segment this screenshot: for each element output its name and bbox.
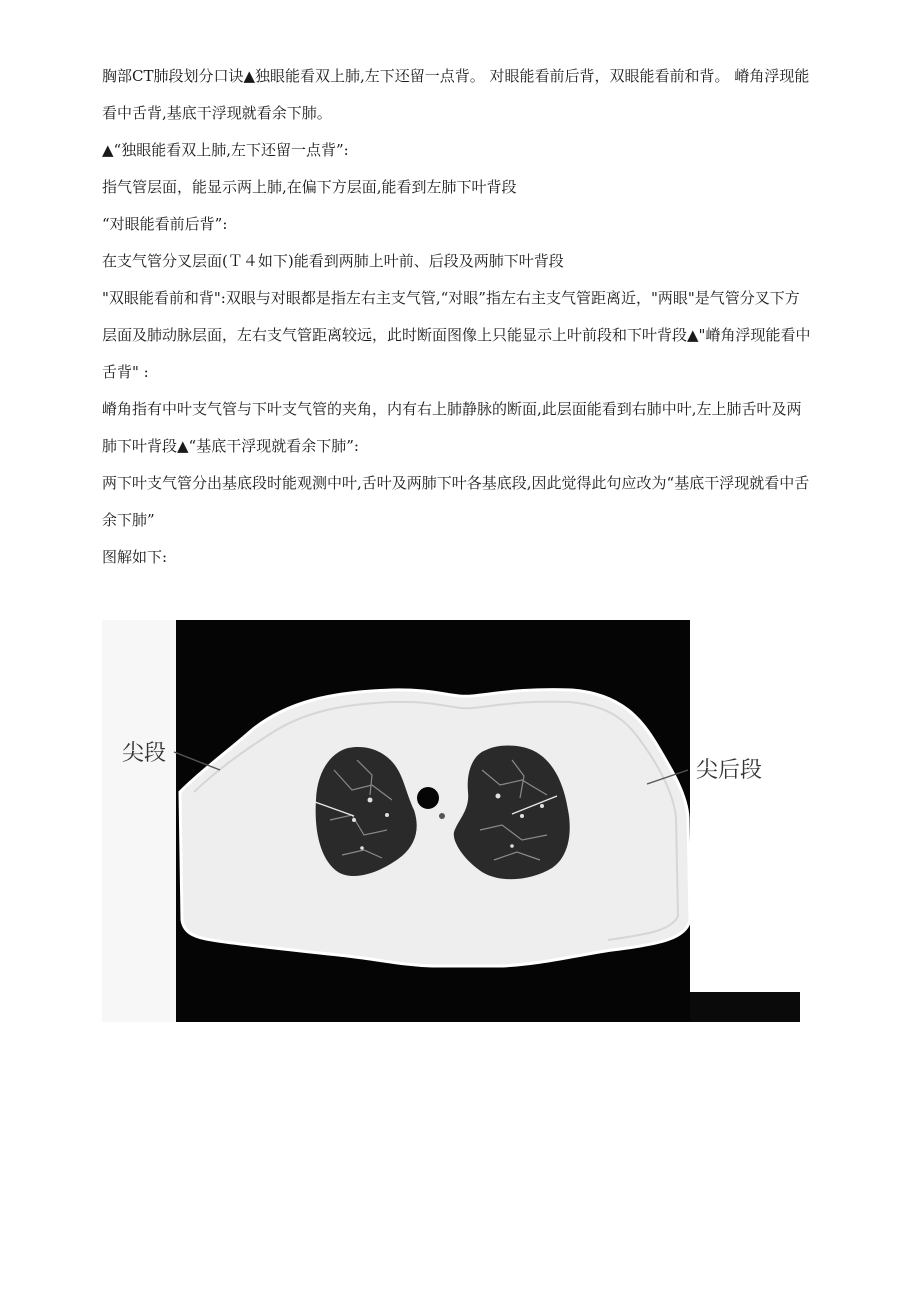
label-apical-segment: 尖段 xyxy=(122,741,167,766)
paragraph-explain-4: 嵴角指有中叶支气管与下叶支气管的夹角，内有右上肺静脉的断面,此层面能看到右肺中叶,左上肺舌叶及两肺下叶背段▲“基底干浮现就看余下肺”: xyxy=(102,400,802,455)
paragraph-heading-1: ▲“独眼能看双上肺,左下还留一点背”: xyxy=(102,141,349,159)
label-apicoposterior-segment: 尖后段 xyxy=(696,758,763,783)
paragraph-figure-intro: 图解如下: xyxy=(102,548,168,566)
chest-body xyxy=(180,690,690,966)
figure-dark-strip xyxy=(690,992,800,1022)
ct-scan-figure xyxy=(102,620,800,1022)
body-text xyxy=(102,58,814,576)
paragraph-intro: 胸部CT肺段划分口诀▲独眼能看双上肺,左下还留一点背。 对眼能看前后背，双眼能看前和背。 嵴角浮现能看中舌背,基底干浮现就看余下肺。 xyxy=(102,67,810,122)
trachea xyxy=(417,787,439,809)
paragraph-explain-1: 指气管层面，能显示两上肺,在偏下方层面,能看到左肺下叶背段 xyxy=(102,178,517,196)
paragraph-explain-3: "双眼能看前和背":双眼与对眼都是指左右主支气管,“对眼”指左右主支气管距离近，"两眼"是气管分叉下方层面及肺动脉层面，左右支气管距离较远，此时断面图像上只能显示上叶前段和下叶背段▲"嵴角浮现能看中舌背" : xyxy=(102,289,811,381)
paragraph-explain-2: 在支气管分叉层面(Ｔ４如下)能看到两肺上叶前、后段及两肺下叶背段 xyxy=(102,252,564,270)
figure-white-panel xyxy=(690,620,800,992)
ct-scan-illustration xyxy=(102,620,800,1022)
esophagus xyxy=(439,813,445,819)
paragraph-explain-5: 两下叶支气管分出基底段时能观测中叶,舌叶及两肺下叶各基底段,因此觉得此句应改为“基底干浮现就看中舌余下肺” xyxy=(102,474,810,529)
paragraph-heading-2: “对眼能看前后背”: xyxy=(102,215,228,233)
